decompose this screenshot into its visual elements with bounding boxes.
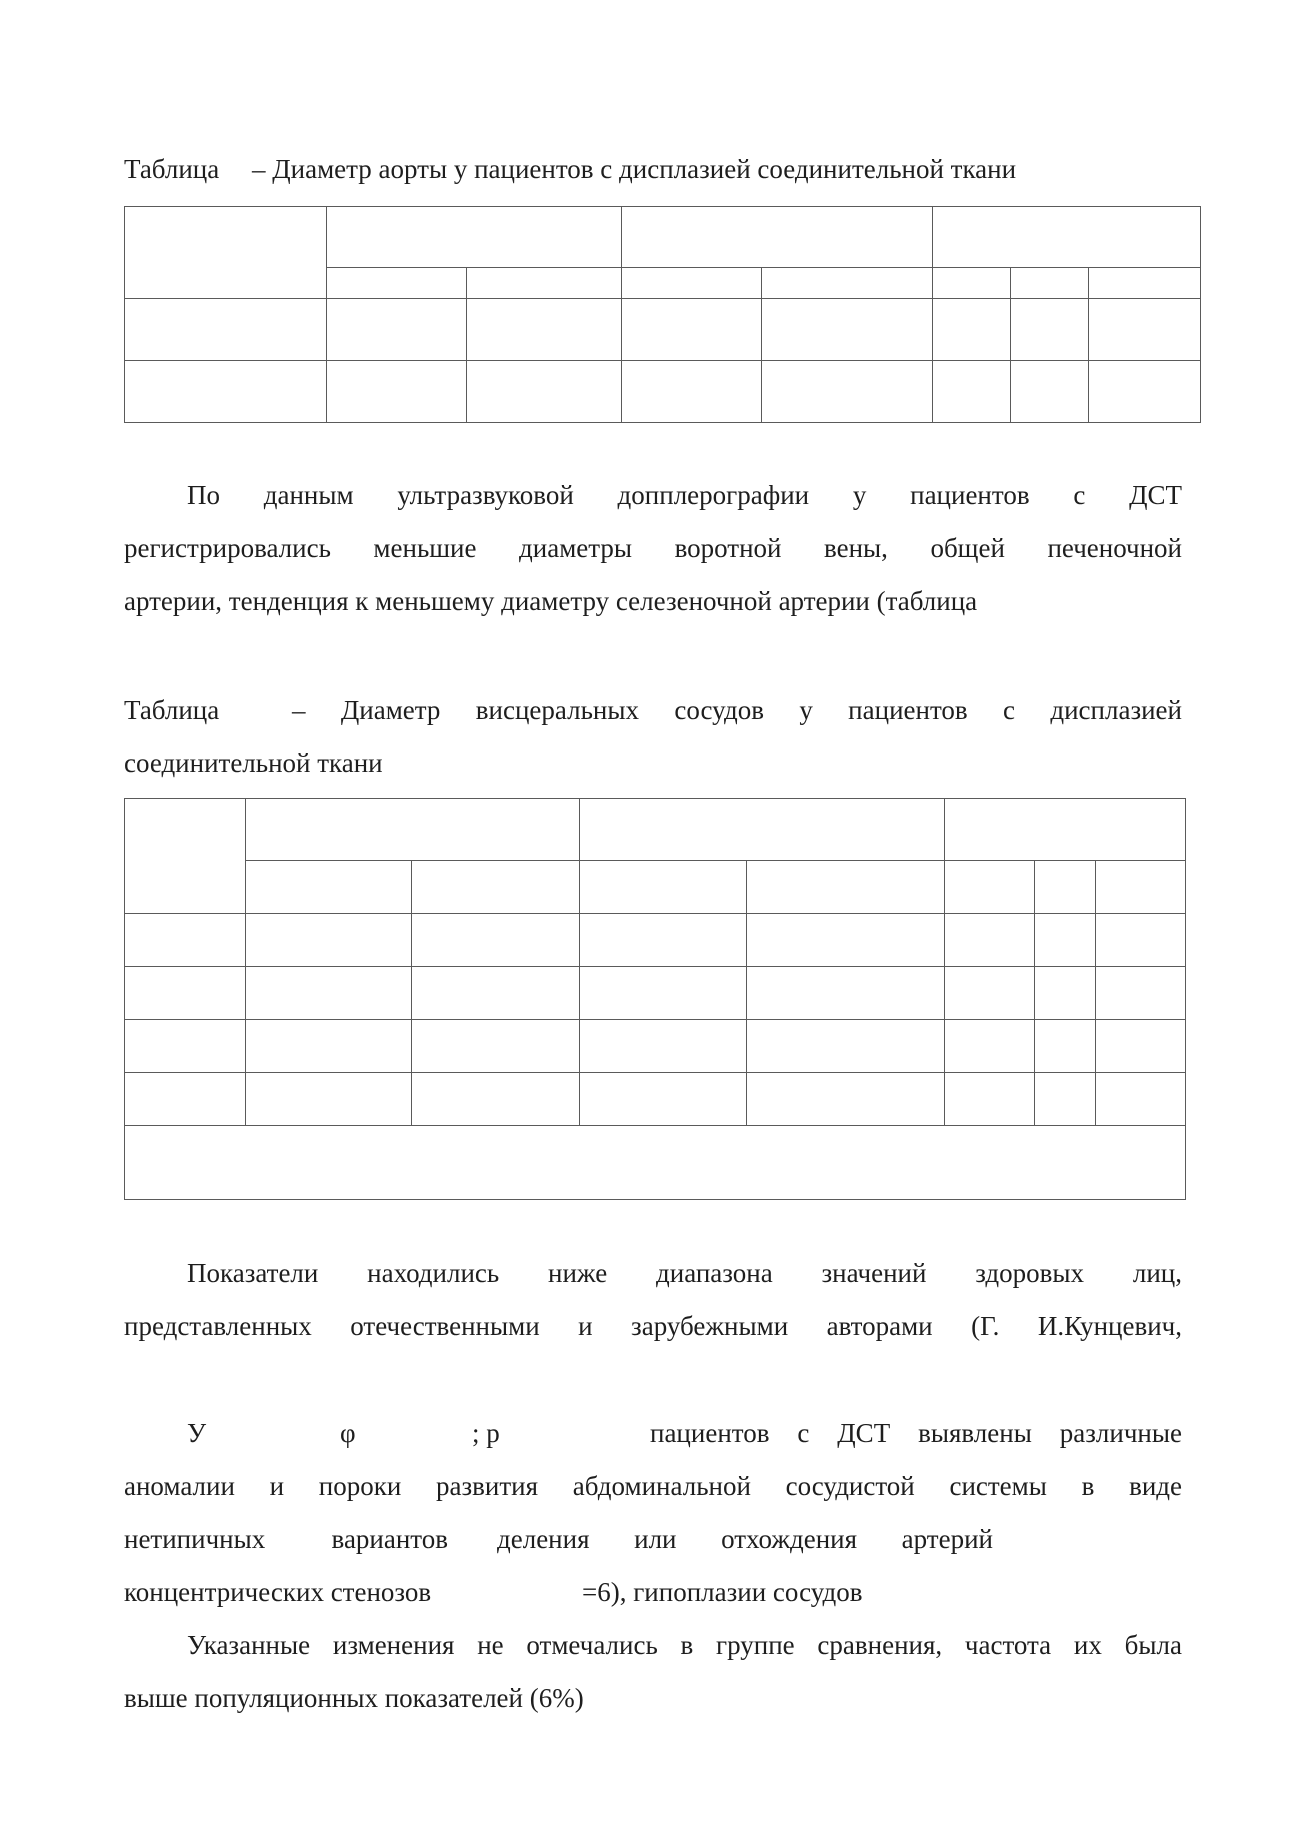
table2-subheader-cell	[1096, 861, 1186, 914]
aorta-diameter-table	[124, 206, 1201, 423]
table1-header-group	[933, 207, 1201, 268]
paragraph3-line1-rest: пациентов с ДСТ выявлены различные	[650, 1418, 1182, 1448]
table2-corner-cell	[125, 799, 246, 914]
paragraph3-fragment-u: У	[187, 1418, 207, 1448]
table1-subheader-cell	[762, 268, 933, 299]
table1-header-group	[327, 207, 622, 268]
paragraph3-line4-part2: =6), гипоплазии сосудов	[582, 1577, 863, 1607]
table1-caption-prefix: Таблица	[124, 154, 220, 184]
paragraph1-line3: артерии, тенденция к меньшему диаметру селезеночной артерии (таблица	[124, 586, 978, 616]
table2-subheader-cell	[1035, 861, 1096, 914]
table-row	[125, 914, 1186, 967]
table2-subheader-cell	[945, 861, 1035, 914]
table1-corner-cell	[125, 207, 327, 299]
table1-caption	[124, 152, 1016, 186]
paragraph2-line2: представленных отечественными и зарубежными авторами (Г. И.Кунцевич,	[124, 1311, 1182, 1341]
table2-subheader-cell	[747, 861, 945, 914]
table-row	[125, 1020, 1186, 1073]
table2-header-group	[580, 799, 945, 861]
table1-subheader-cell	[327, 268, 467, 299]
paragraph4-line1: Указанные изменения не отмечались в группе сравнения, частота их была	[187, 1630, 1182, 1660]
table1-header-group	[622, 207, 933, 268]
paragraph4-line2: выше популяционных показателей (6%)	[124, 1683, 584, 1713]
paragraph3-fragment-semicolon-p: ; р	[472, 1418, 500, 1448]
table-footer-row	[125, 1126, 1186, 1200]
table1-caption-title: – Диаметр аорты у пациентов с дисплазией соединительной ткани	[251, 154, 1017, 184]
table1-subheader-cell	[933, 268, 1011, 299]
table2-header-group	[945, 799, 1186, 861]
table2-header-group	[246, 799, 580, 861]
visceral-vessels-table	[124, 798, 1186, 1200]
table-row	[125, 361, 1201, 423]
table-row	[125, 967, 1186, 1020]
table2-caption-line2: соединительной ткани	[124, 748, 383, 778]
table1-subheader-cell	[1089, 268, 1201, 299]
table1-subheader-cell	[1011, 268, 1089, 299]
paragraph3-line4-part1: концентрических стенозов	[124, 1577, 432, 1607]
table-row	[125, 1073, 1186, 1126]
paragraph2-line1: Показатели находились ниже диапазона значений здоровых лиц,	[187, 1258, 1182, 1288]
table1-subheader-cell	[467, 268, 622, 299]
paragraph3-line3-part2: деления или отхождения артерий	[497, 1524, 993, 1554]
paragraph3-line3-part1: нетипичных вариантов	[124, 1524, 448, 1554]
table1-subheader-cell	[622, 268, 762, 299]
paragraph3-line2: аномалии и пороки развития абдоминальной сосудистой системы в виде	[124, 1471, 1182, 1501]
paragraph1-line1: По данным ультразвуковой допплерографии у пациентов с ДСТ	[187, 480, 1182, 510]
table2-subheader-cell	[580, 861, 747, 914]
table-row	[125, 299, 1201, 361]
table2-caption-line1	[124, 693, 1182, 727]
table2-subheader-cell	[246, 861, 412, 914]
table2-subheader-cell	[412, 861, 580, 914]
table2-caption-prefix: Таблица	[124, 695, 220, 725]
table2-caption-title: – Диаметр висцеральных сосудов у пациентов с дисплазией	[292, 695, 1182, 725]
paragraph3-fragment-phi: φ	[340, 1418, 356, 1448]
paragraph1-line2: регистрировались меньшие диаметры воротной вены, общей печеночной	[124, 533, 1182, 563]
